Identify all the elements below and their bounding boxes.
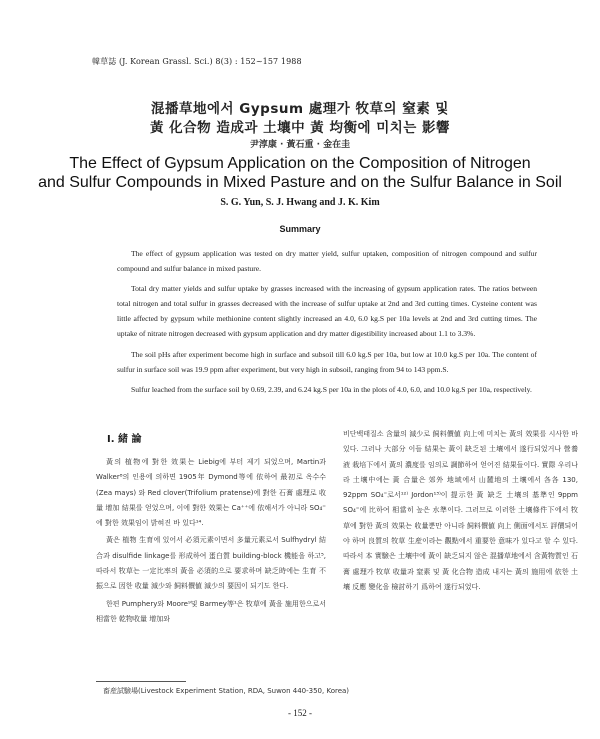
summary-paragraph-2: Total dry matter yields and sulfur uptake by grasses increased with the increasing of gypsum application rates. The ratios between total nitrogen and total sulfur in grasses decreased with the increase of sulfur uptake at 2nd and 3rd cutting times. Cysteine content was little affected by gypsum while methionine content slightly increased an 4.0, 6.0 kg.S per 10a levels at 2nd and 3rd cutting times. The uptake of nitrate nitrogen decreased with gypsum application and dry matter digestibility increased about 1.1 to 3.3%. — [117, 284, 537, 339]
footnote-affiliation: 畜産試驗場(Livestock Experiment Station, RDA, Suwon 440-350, Korea) — [103, 687, 350, 695]
summary-heading: Summary — [279, 224, 321, 234]
body-left-paragraph-1: 黃의 植物에 對한 效果는 Liebig에 부터 제기 되었으며, Martin과 Walker⁸의 인용에 의하면 1905年 Dymond等에 依하여 最初로 옥수수(Zea mays) 와 Red clover(Trifolium pratense)에 對한 石膏 處理로 收量 增加 結果를 얻었으며, 이에 對한 效果는 Ca⁺⁺에 依해서가 아니라 SO₄⁼에 對한 效果임이 밝혀진 바 있다¹⁴. — [96, 458, 326, 528]
body-left-paragraph-3: 한편 Pumphery와 Moore⁹및 Barmey等¹은 牧草에 黃을 施用한으로서 相當한 乾物收量 增加와 — [96, 599, 326, 623]
body-column-left — [96, 455, 326, 629]
summary-abstract — [117, 246, 537, 402]
section-heading-introduction: Ⅰ. 緒 論 — [107, 434, 142, 445]
body-right-paragraph-1: 비단백태질소 含量의 減少로 飼料價値 向上에 미치는 黃의 效果를 시사한 바 있다. 그러나 大部分 이들 結果는 黃이 缺乏된 土壤에서 遂行되었거나 營養液 栽培下에서 黃의 濃度를 임의로 調節하여 얻어진 結果들이다. 實際 우리나라 土壤中에는 黃 合量은 郊外 地域에서 山麓地의 土壤에서 各各 130, 92ppm SO₄⁼로서¹²⁾ Jordon¹³⁾이 提示한 黃 缺乏 土壤의 基準인 9ppm SO₄⁼에 比하여 相當히 높은 水準이다. 그러므로 이러한 土壤條件下에서 牧草에 對한 黃의 效果는 收量뿐만 아니라 飼料價値 向上 側面에서도 評價되어야 하며 良質의 牧草 生産이라는 觀點에서 重要한 意味가 있다고 할 수 있다. 따라서 本 實驗은 土壤中에 黃이 缺乏되지 않은 混播草地에서 含黃物質인 石膏 處理가 牧草 收量과 窒素 및 黃 化合物 造成 내지는 黃의 施用에 依한 土壤 反應 變化을 檢討하기 爲하여 遂行되었다. — [343, 430, 578, 591]
korean-authors: 尹淳康 · 黃石重 · 金在圭 — [249, 140, 351, 150]
english-authors: S. G. Yun, S. J. Hwang and J. K. Kim — [220, 197, 380, 208]
body-column-right — [343, 427, 578, 597]
english-title-line-1: The Effect of Gypsum Application on the Composition of Nitrogen — [69, 155, 531, 172]
summary-paragraph-4: Sulfur leached from the surface soil by 0.69, 2.39, and 6.24 kg.S per 10a in the plots of 4.0, 6.0, and 10.0 kg.S per 10a, respectively. — [131, 384, 532, 394]
korean-title-line-2: 黃 化合物 造成과 土壤中 黃 均衡에 미치는 影響 — [149, 120, 451, 136]
footnote-divider — [96, 681, 186, 682]
summary-paragraph-1: The effect of gypsum application was tested on dry matter yield, sulfur uptaken, composition of nitrogen compound and sulfur compound and sulfur balance in mixed pasture. — [117, 249, 537, 274]
page-number: - 152 - — [288, 708, 312, 718]
body-left-paragraph-2: 黃은 植物 生育에 있어서 必須元素이면서 多量元素로서 Sulfhydryl 結合과 disulfide linkage를 形成하여 蛋白質 building-block 機能을 하고⁵, 따라서 牧草는 一定比率의 黃을 必須的으로 要求하며 缺乏時에는 生育 不振으로 因한 收量 減少와 飼料價値 減少의 要因이 되기도 한다. — [96, 536, 326, 591]
summary-paragraph-3: The soil pHs after experiment become high in surface and subsoil till 6.0 kg.S per 10a, but low at 10.0 kg.S per 10a. The content of sulfur in surface soil was 19.9 ppm after experiment, but very high in subsoil, ranging from 94 to 143 ppm.S. — [117, 349, 537, 374]
journal-reference: 韓草誌 (J. Korean Grassl. Sci.) 8(3) : 152~157 1988 — [92, 57, 302, 66]
korean-title-line-1: 混播草地에서 Gypsum 處理가 牧草의 窒素 및 — [151, 101, 449, 117]
english-title-line-2: and Sulfur Compounds in Mixed Pasture and on the Sulfur Balance in Soil — [38, 174, 562, 191]
